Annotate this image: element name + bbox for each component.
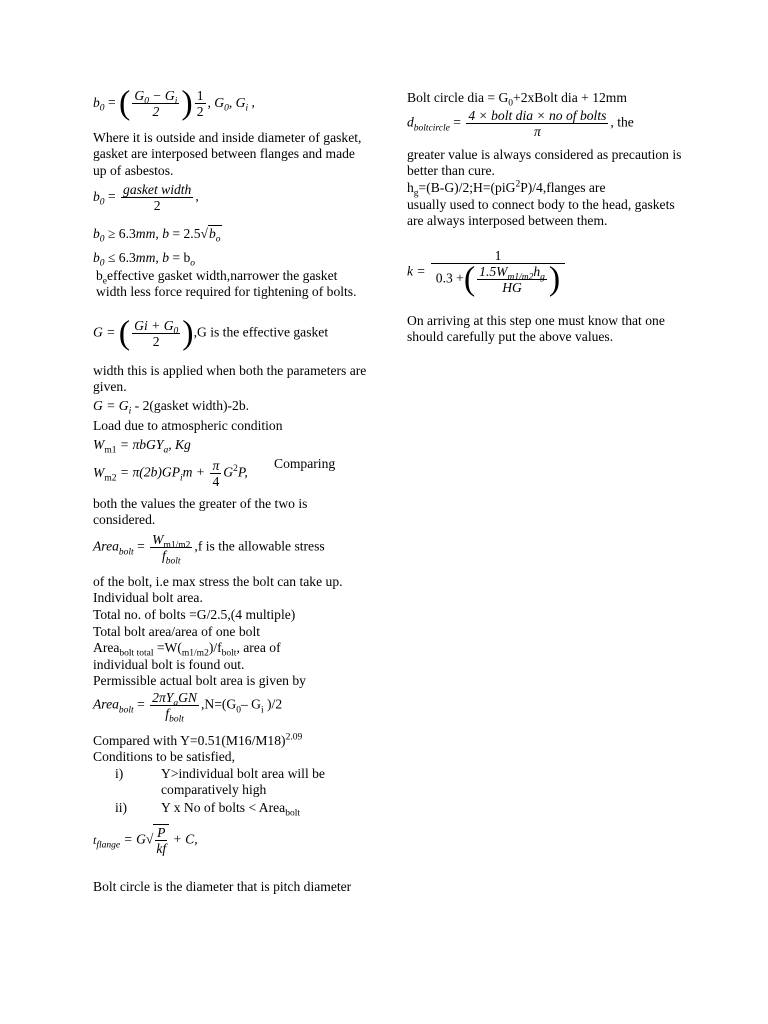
paragraph-hg: $h_g=(B-G)/2;H=(piG^2P)/4,flanges$ are (407, 179, 606, 199)
paragraph-area-total: Area$_{bolt total}$ $=W(_{m1/m2})/f_{bolt}$, area of (93, 640, 281, 659)
paragraph-load-atmospheric: Load due to atmospheric condition (93, 418, 283, 433)
equation-b0-ge: $b_0 \ge 6.3mm$, $b = 2.5√b_o$ (93, 226, 221, 245)
equation-t-flange: $t_{flange} = G√$ $\frac{P}{kf}$ + C, (93, 825, 198, 856)
paragraph-bolt-circle: Bolt circle is the diameter that is pitch diameter (93, 879, 352, 894)
equation-g-gasket: $G = G_i$ - 2(gasket width)-2b. (93, 398, 250, 417)
equation-k: k = 1 0.3 +( $\frac{1.5W_{m1/m2}h_g}{HG}$ ) (407, 248, 567, 295)
paragraph-individual-bolt: individual bolt is found out. (93, 657, 245, 672)
paragraph-of-the-bolt: of the bolt, i.e max stress the bolt can take up. Individual bolt area. (93, 574, 343, 606)
paragraph-greater-value: greater value is always considered as precaution is better than cure. (407, 147, 682, 179)
paragraph-permissible: Permissible actual bolt area is given by (93, 673, 306, 688)
equation-b0-gasket-width: $b_0$ = $\frac{\text{gasket width}}{2}$ , (93, 182, 199, 213)
paragraph-conditions: Conditions to be satisfied, (93, 749, 235, 764)
equation-area-bolt: Area$_{bolt}$ = $\frac{W_{m1/m2}}{f_{bolt}}$ ,f is the allowable stress (93, 532, 325, 567)
paragraph-effective-width: $b_eeffective$ gasket width,narrower the gasket width less force required for tightening of bolts. (96, 268, 357, 300)
paragraph-width-applied: width this is applied when both the parameters are given. (93, 363, 367, 395)
paragraph-total-bolts: Total no. of bolts =G/2.5,(4 multiple) (93, 607, 296, 622)
equation-b0: $b_0$ = ( $\frac{G_0 - G_i}{2}$ ) $\frac{1}{2}$ , $G_0$, $G_i$ , (93, 84, 255, 122)
equation-wm2: $W_{m2} = \pi(2b)GP_im$ + $\frac{\pi}{4}$ $G^2P$, (93, 458, 248, 489)
equation-b0-le: $b_0 \le 6.3mm$, $b = b_o$ (93, 250, 196, 269)
paragraph-both-values: both the values the greater of the two is considered. (93, 496, 308, 528)
paragraph-bolt-circle-dia: Bolt circle dia = $G_0+2xBolt$ dia + 12mm (407, 90, 627, 109)
paragraph-compared: Compared with $Y=0.51(M16/M18)^{2.09}$ (93, 732, 303, 748)
paragraph-total-area: Total bolt area/area of one bolt (93, 624, 261, 639)
equation-d-boltcircle: $d_{boltcircle}$ = $\frac{\text{4 × bolt dia × no of bolts}}{\pi}$ , the (407, 108, 634, 139)
text-comparing: Comparing (274, 456, 336, 471)
equation-wm1: $W_{m1} = \pi bGY_a$, Kg (93, 437, 191, 456)
paragraph-outside-inside: Where it is outside and inside diameter of gasket, gasket are interposed between flanges and made up of asbestos. (93, 130, 362, 178)
equation-area-permissible: Area$_{bolt}$ = $\frac{2\pi Y_aGN}{f_{bolt}}$ $,N=(G_0-$ $G_i$ )/2 (93, 690, 283, 725)
paragraph-on-arriving: On arriving at this step one must know that one should carefully put the above values. (407, 313, 665, 345)
equation-g-effective: G = ( $\frac{Gi + G_0}{2}$ ),G is the effective gasket (93, 314, 329, 352)
paragraph-usually-used: usually used to connect body to the head, gaskets are always interposed between them. (407, 197, 675, 229)
